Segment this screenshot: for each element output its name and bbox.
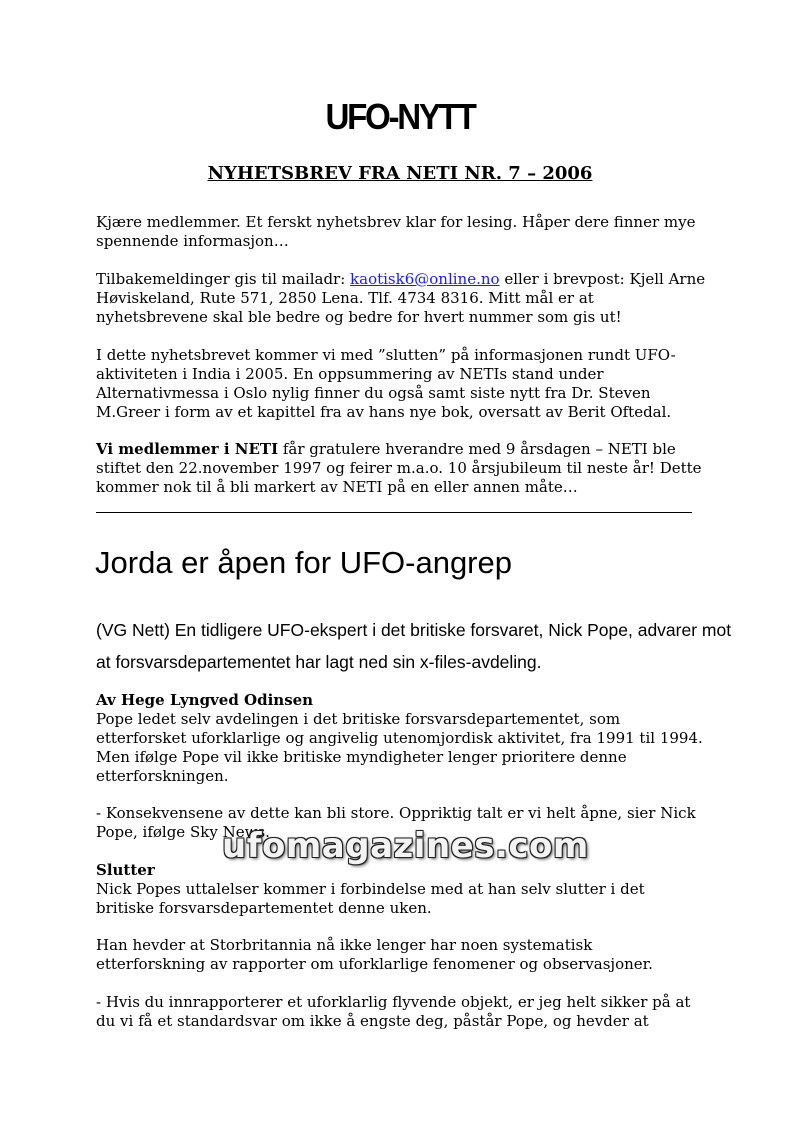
intro-paragraph-3: I dette nyhetsbrevet kommer vi med ”slutten” på informasjonen rundt UFO-aktiviteten i India i 2005. En oppsummering av NETIs stand under Alternativmessa i Oslo nylig finner du også samt siste nytt fra Dr. Steven M.Greer i form av et kapittel fra av hans nye bok, oversatt av Berit Oftedal. [96, 346, 676, 421]
watermark: ufomagazines.com [222, 826, 589, 866]
intro-paragraph-4 [96, 440, 706, 497]
postal-text: eller i brevpost: Kjell Arne Høviskeland, Rute 571, 2850 Lena. Tlf. 4734 8316. Mitt mål er at nyhetsbrevene skal ble bedre og bedre for hvert nummer som gis ut! [96, 270, 706, 326]
intro-paragraph-2 [96, 270, 706, 327]
intro-paragraph-1: Kjære medlemmer. Et ferskt nyhetsbrev klar for lesing. Håper dere finner mye spennende informasjon… [96, 213, 696, 250]
article-paragraph-3: Nick Popes uttalelser kommer i forbindelse med at han selv slutter i det britiske forsvarsdepartementet denne uken. [96, 880, 645, 917]
article-headline: Jorda er åpen for UFO-angrep [95, 545, 512, 580]
section-divider [96, 512, 692, 513]
article-subhead: Slutter [96, 861, 155, 879]
article-byline: Av Hege Lyngved Odinsen [96, 691, 314, 709]
newsletter-title: UFO-NYTT [325, 96, 475, 137]
feedback-text: Tilbakemeldinger gis til mailadr: [96, 270, 351, 288]
members-bold: Vi medlemmer i NETI [96, 440, 279, 458]
article-paragraph-4: Han hevder at Storbritannia nå ikke lenger har noen systematisk etterforskning av rapporter om uforklarlige fenomener og observasjoner. [96, 936, 653, 973]
newsletter-subtitle: NYHETSBREV FRA NETI NR. 7 – 2006 [207, 163, 593, 184]
anniversary-text: får gratulere hverandre med 9 årsdagen – NETI ble stiftet den 22.november 1997 og feirer m.a.o. 10 årsjubileum til neste år! Dette kommer nok til å bli markert av NETI på en eller annen måte… [96, 440, 702, 496]
email-link[interactable]: kaotisk6@online.no [350, 270, 500, 288]
article-paragraph-1: Pope ledet selv avdelingen i det britiske forsvarsdepartementet, som etterforsket uforklarlige og angivelig utenomjordisk aktivitet, fra 1991 til 1994. Men ifølge Pope vil ikke britiske myndigheter lenger prioritere denne etterforskningen. [96, 710, 703, 785]
article-paragraph-2: - Konsekvensene av dette kan bli store. Oppriktig talt er vi helt åpne, sier Nick Pope, ifølge Sky News. [96, 804, 696, 841]
article-lead: (VG Nett) En tidligere UFO-ekspert i det britiske forsvaret, Nick Pope, advarer mot at forsvarsdepartementet har lagt ned sin x-files-avdeling. [96, 620, 732, 672]
article-paragraph-5: - Hvis du innrapporterer et uforklarlig flyvende objekt, er jeg helt sikker på at du vi få et standardsvar om ikke å engste deg, påstår Pope, og hevder at [96, 993, 691, 1030]
